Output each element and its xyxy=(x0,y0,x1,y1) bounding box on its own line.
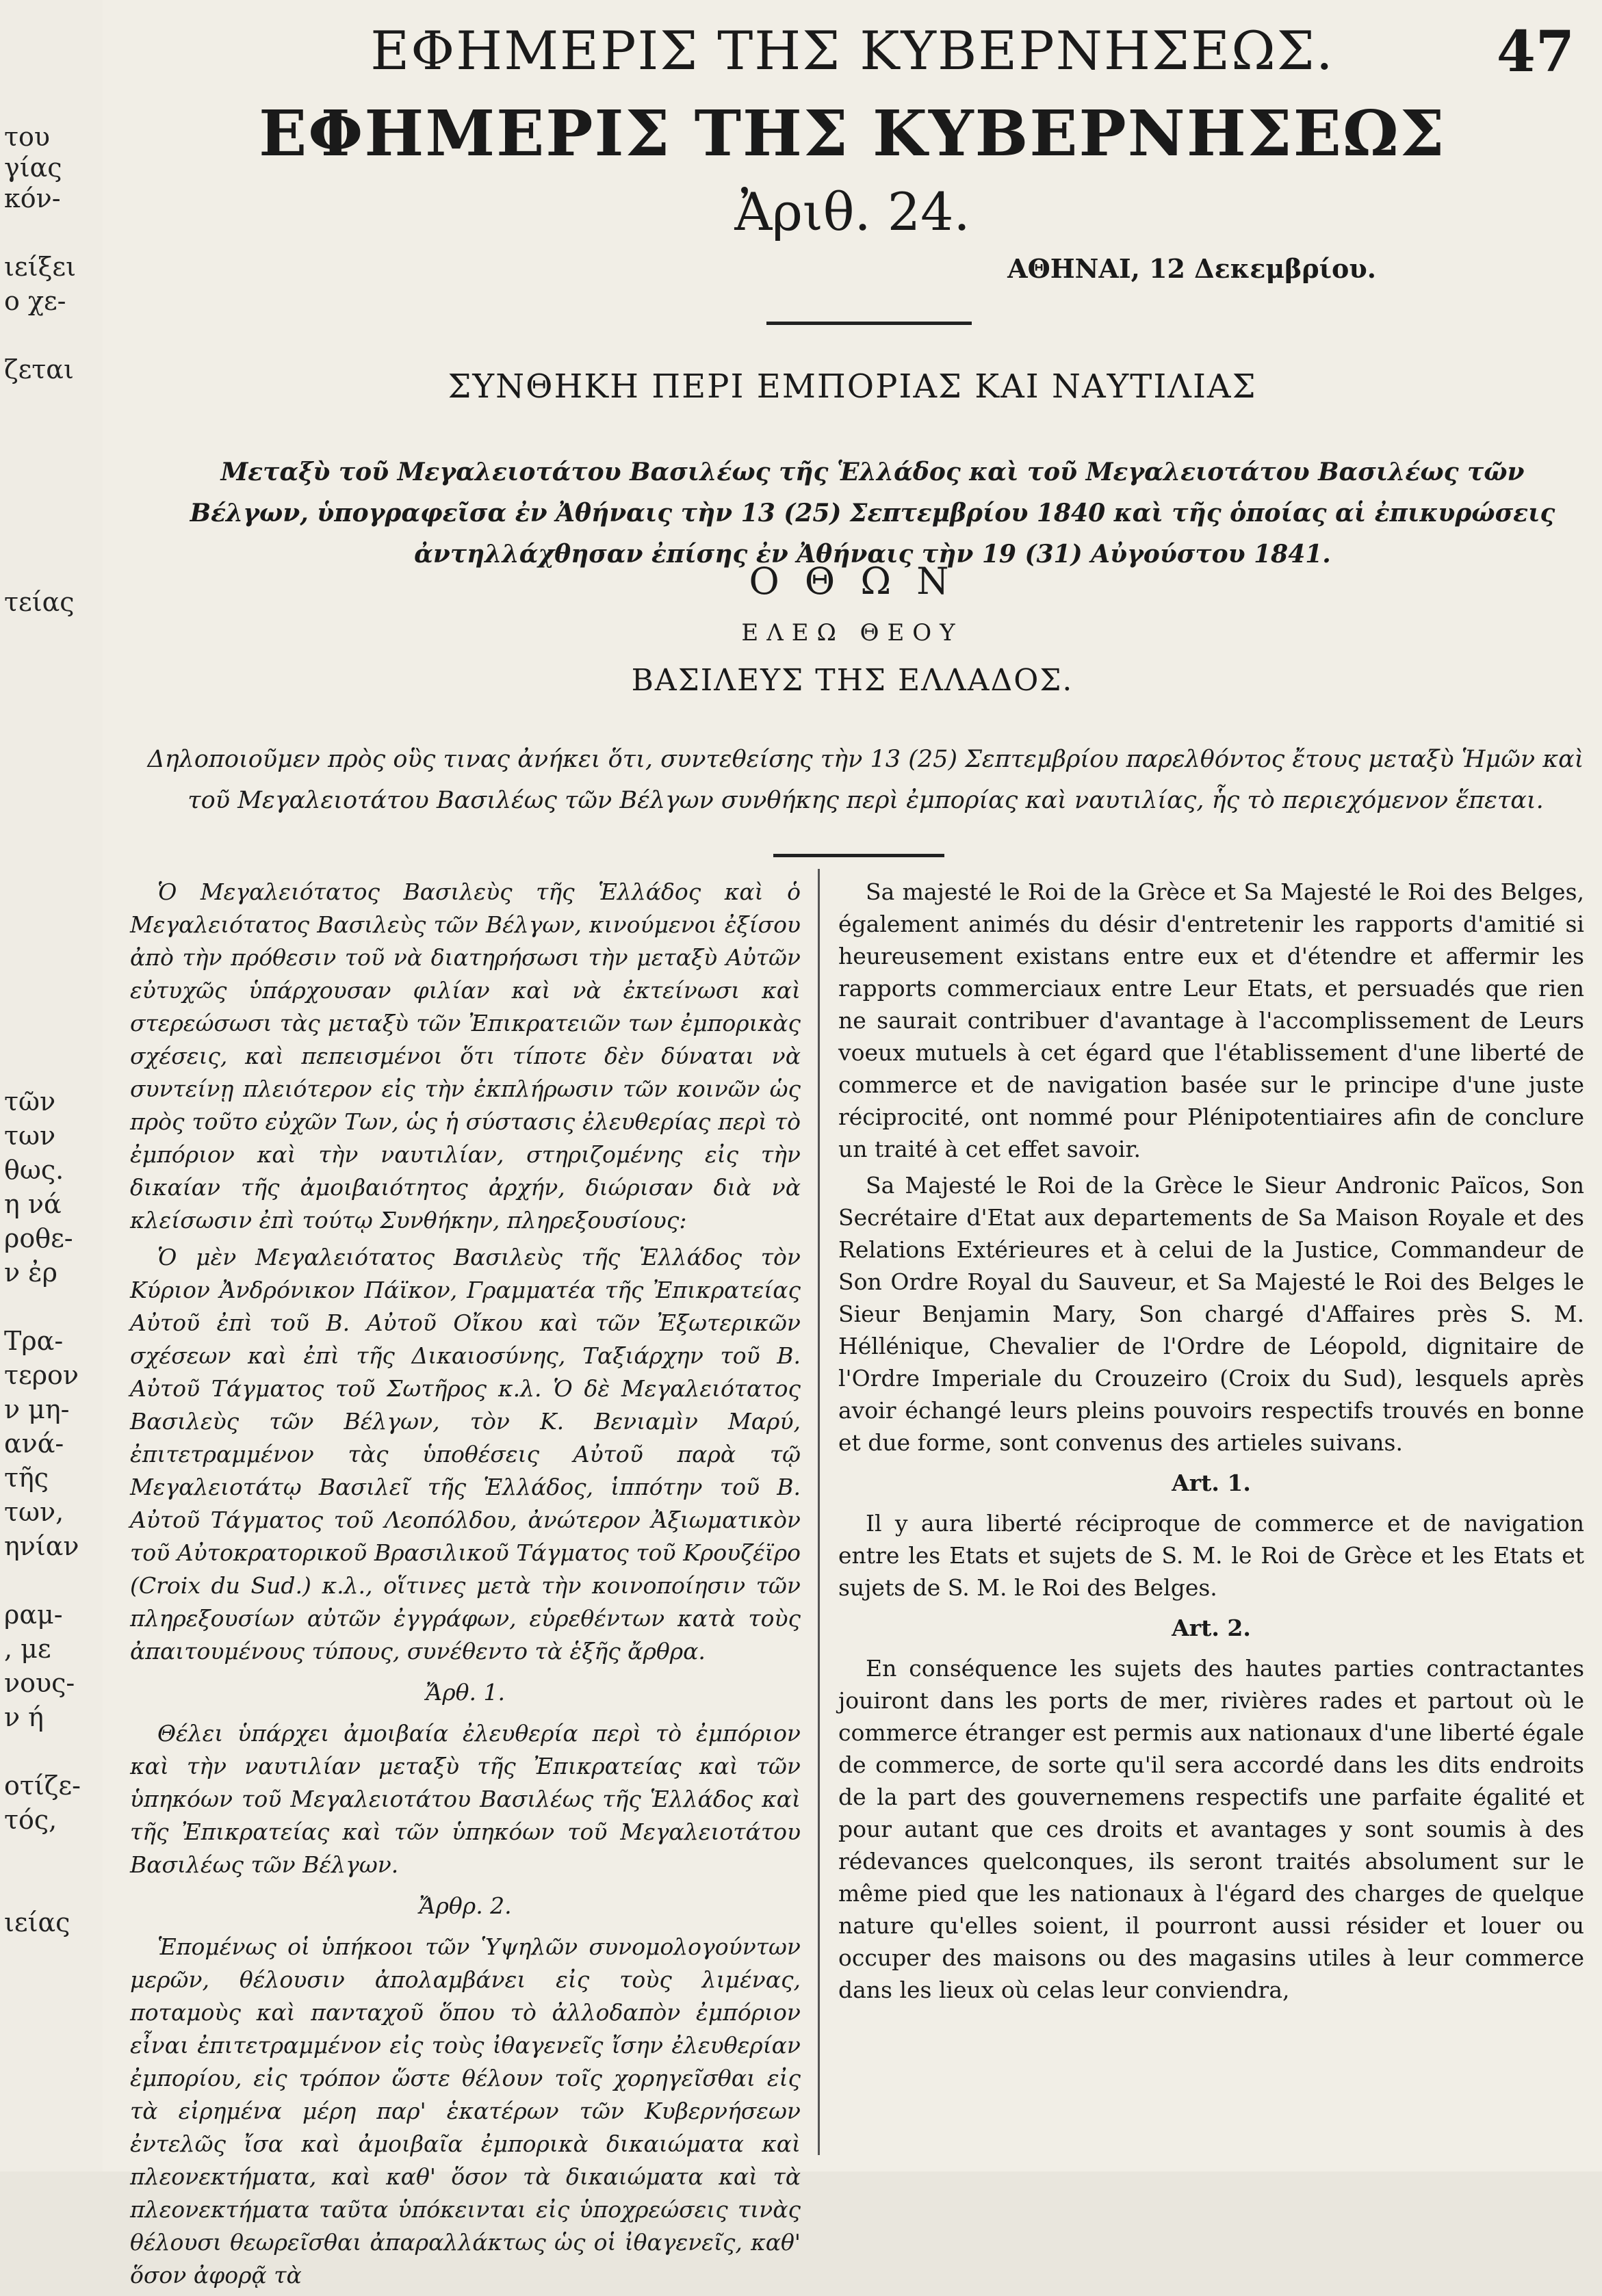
french-article-1: Il y aura liberté réciproque de commerce et de navigation entre les Etats et sujets de S. M. le Roi de Grèce et les Etats et sujets de S. M. le Roi des Belges. xyxy=(838,1510,1584,1601)
page-number: 47 xyxy=(1496,19,1575,85)
treaty-title: ΣΥΝΘΗΚΗ ΠΕΡΙ ΕΜΠΟΡΙΑΣ ΚΑΙ ΝΑΥΤΙΛΙΑΣ xyxy=(448,367,1257,406)
margin-fragment: ιείας xyxy=(4,1907,70,1938)
gazette-page xyxy=(103,0,1602,2288)
king-name: Ο Θ Ω Ν xyxy=(749,560,956,603)
french-text-column xyxy=(838,876,1584,2010)
margin-fragment: ζεται xyxy=(4,354,74,384)
margin-fragment: ο χε- xyxy=(4,286,66,316)
margin-fragment: των xyxy=(4,1121,56,1151)
margin-fragment: Τρα- xyxy=(4,1326,64,1356)
greek-preamble: Ὁ Μεγαλειότατος Βασιλεὺς τῆς Ἑλλάδος καὶ ὁ Μεγαλειότατος Βασιλεὺς τῶν Βέλγων, κινούμενοι ἐξίσου ἀπὸ τὴν πρόθεσιν τοῦ νὰ διατηρήσωσι τὴν μεταξὺ Αὐτῶν εὐτυχῶς ὑπάρχουσαν φιλίαν καὶ νὰ ἐκτείνωσι καὶ στερεώσωσι τὰς μεταξὺ τῶν Ἐπικρατειῶν των ἐμπορικὰς σχέσεις, καὶ πεπεισμένοι ὅτι τίποτε δὲν δύναται νὰ συντείνῃ πλειότερον εἰς τὴν ἐκπλήρωσιν τῶν κοινῶν ὡς πρὸς τοῦτο εὐχῶν Των, ὡς ἡ σύστασις ἐλευθερίας περὶ τὸ ἐμπόριον καὶ τὴν ναυτιλίαν, στηριζομένης εἰς τὴν δικαίαν τῆς ἀμοιβαιότητος ἀρχήν, διώρισαν διὰ νὰ κλείσωσιν ἐπὶ τούτῳ Συνθήκην, πληρεξουσίους: xyxy=(130,878,801,1234)
margin-fragment: τῆς xyxy=(4,1463,49,1493)
greek-article-1: Θέλει ὑπάρχει ἀμοιβαία ἐλευθερία περὶ τὸ ἐμπόριον καὶ τὴν ναυτιλίαν μεταξὺ τῆς Ἐπικρατείας καὶ τῶν ὑπηκόων τοῦ Μεγαλειοτάτου Βασιλέως τῆς Ἑλλάδος καὶ τῆς Ἐπικρατείας καὶ τῶν ὑπηκόων τοῦ Μεγαλειοτάτου Βασιλέως τῶν Βέλγων. xyxy=(130,1720,801,1878)
margin-fragment: ν ή xyxy=(4,1702,44,1732)
greek-article-2-heading: Ἄρθρ. 2. xyxy=(419,1892,512,1919)
margin-fragment: ροθε- xyxy=(4,1223,73,1253)
margin-fragment: , με xyxy=(4,1634,51,1664)
margin-fragment: ραμ- xyxy=(4,1600,63,1630)
margin-fragment: θως. xyxy=(4,1155,64,1185)
margin-fragment: των, xyxy=(4,1497,64,1527)
margin-fragment: ανά- xyxy=(4,1429,64,1459)
margin-fragment: οτίζε- xyxy=(4,1771,81,1801)
margin-fragment: ιείξει xyxy=(4,252,77,282)
margin-fragment: ηνίαν xyxy=(4,1531,79,1561)
margin-fragment: νους- xyxy=(4,1668,75,1698)
margin-fragment: του xyxy=(4,122,51,152)
proclamation: Δηλοποιοῦμεν πρὸς οὓς τινας ἀνήκει ὅτι, συντεθείσης τὴν 13 (25) Σεπτεμβρίου παρελθόντος ἔτους μεταξὺ Ἡμῶν καὶ τοῦ Μεγαλειοτάτου Βασιλέως τῶν Βέλγων συνθήκης περὶ ἐμπορίας καὶ ναυτιλίας, ἧς τὸ περιεχόμενον ἕπεται. xyxy=(147,746,1584,814)
divider-rule xyxy=(766,322,972,325)
french-preamble: Sa majesté le Roi de la Grèce et Sa Majesté le Roi des Belges, également animés du désir d'entretenir les rapports d'amitié si heureusement existans entre eux et d'étendre et affermir les rapports commerciaux entre Leur Etats, et persuadés que rien ne saurait contribuer d'avantage à l'accomplissement de Leurs voeux mutuels à cet égard que l'établissement d'une liberté de commerce et de navigation basée sur le principe d'une juste réciprocité, ont nommé pour Plénipotentiaires afin de conclure un traité à cet effet savoir. xyxy=(838,878,1584,1162)
running-head: ΕΦΗΜΕΡΙΣ ΤΗΣ ΚΥΒΕΡΝΗΣΕΩΣ. xyxy=(370,21,1334,82)
king-title: ΒΑΣΙΛΕΥΣ ΤΗΣ ΕΛΛΑΔΟΣ. xyxy=(631,663,1074,698)
greek-article-2: Ἑπομένως οἱ ὑπήκοοι τῶν Ὑψηλῶν συνομολογούντων μερῶν, θέλουσιν ἀπολαμβάνει εἰς τοὺς λιμένας, ποταμοὺς καὶ πανταχοῦ ὅπου τὸ ἀλλοδαπὸν ἐμπόριον εἶναι ἐπιτετραμμένον εἰς τοὺς ἰθαγενεῖς ἴσην ἐλευθερίαν ἐμπορίου, εἰς τρόπον ὥστε θέλουν τοῖς χορηγεῖσθαι εἰς τὰ εἰρημένα μέρη παρ' ἑκατέρων τῶν Κυβερνήσεων ἐντελῶς ἴσα καὶ ἀμοιβαῖα ἐμπορικὰ δικαιώματα καὶ πλεονεκτήματα, καὶ καθ' ὅσον τὰ δικαιώματα καὶ τὰ πλεονεκτήματα ταῦτα ὑπόκεινται εἰς ὑποχρεώσεις τινὰς θέλουσι θεωρεῖσθαι ἀπαραλλάκτως ὡς οἱ ἰθαγενεῖς, καθ' ὅσον ἀφορᾷ τὰ xyxy=(130,1933,801,2288)
margin-fragment: κόν- xyxy=(4,183,61,213)
margin-fragment: τερον xyxy=(4,1360,79,1390)
french-plenipotentiaries: Sa Majesté le Roi de la Grèce le Sieur Andronic Païcos, Son Secrétaire d'Etat aux departements de Sa Maison Royale et des Relations Extérieures et à celui de la Justice, Commandeur de Son Ordre Royal du Sauveur, et Sa Majesté le Roi des Belges le Sieur Benjamin Mary, Son chargé d'Affaires près S. M. Héllénique, Chevalier de l'Ordre de Léopold, dignitaire de l'Ordre Imperiale du Crouzeiro (Croix du Sud), lesquels après avoir échangé leurs pleins pouvoirs respectifs trouvés en bonne et due forme, sont convenus des artieles suivans. xyxy=(838,1172,1584,1456)
greek-plenipotentiaries: Ὁ μὲν Μεγαλειότατος Βασιλεὺς τῆς Ἑλλάδος τὸν Κύριον Ἀνδρόνικον Πάϊκον, Γραμματέα τῆς Ἐπικρατείας Αὐτοῦ ἐπὶ τοῦ Β. Αὐτοῦ Οἴκου καὶ τῶν Ἐξωτερικῶν σχέσεων καὶ ἐπὶ τῆς Δικαιοσύνης, Ταξιάρχην τοῦ Β. Αὐτοῦ Τάγματος τοῦ Σωτῆρος κ.λ. Ὁ δὲ Μεγαλειότατος Βασιλεὺς τῶν Βέλγων, τὸν Κ. Βενιαμὶν Μαρύ, ἐπιτετραμμένον τὰς ὑποθέσεις Αὐτοῦ παρὰ τῷ Μεγαλειοτάτῳ Βασιλεῖ τῆς Ἑλλάδος, ἱππότην τοῦ Β. Αὐτοῦ Τάγματος τοῦ Λεοπόλδου, ἀνώτερον Ἀξιωματικὸν τοῦ Αὐτοκρατορικοῦ Βρασιλικοῦ Τάγματος τοῦ Κρουζέϊρο (Croix du Sud.) κ.λ., οἵτινες μετὰ τὴν κοινοποίησιν τῶν πληρεξουσίων αὐτῶν ἐγγράφων, εὑρεθέντων κατὰ τοὺς ἀπαιτουμένους τύπους, συνέθεντο τὰ ἑξῆς ἄρθρα. xyxy=(130,1244,801,1665)
adjacent-page-edge xyxy=(0,0,104,2171)
french-article-2-heading: Art. 2. xyxy=(1172,1615,1251,1641)
treaty-intro: Μεταξὺ τοῦ Μεγαλειοτάτου Βασιλέως τῆς Ἑλλάδος καὶ τοῦ Μεγαλειοτάτου Βασιλέως τῶν Βέλγων, ὑπογραφεῖσα ἐν Ἀθήναις τὴν 13 (25) Σεπτεμβρίου 1840 καὶ τῆς ὁποίας αἱ ἐπικυρώσεις ἀντηλλάχθησαν ἐπίσης ἐν Ἀθήναις τὴν 19 (31) Αὐγούστου 1841. xyxy=(190,458,1555,569)
issue-number: Ἀριθ. 24. xyxy=(734,181,970,242)
margin-fragment: γίας xyxy=(4,153,62,183)
french-article-1-heading: Art. 1. xyxy=(1172,1470,1251,1496)
dateline: ΑΘΗΝΑΙ, 12 Δεκεμβρίου. xyxy=(1007,253,1376,284)
greek-text-column xyxy=(130,876,801,2296)
divider-rule xyxy=(773,854,944,857)
margin-fragment: ν ἐρ xyxy=(4,1257,57,1288)
french-article-2: En conséquence les sujets des hautes parties contractantes jouiront dans les ports de mer, rivières rades et partout où le commerce étranger est permis aux nationaux d'une liberté égale de commerce, de sorte qu'il sera accordé dans les dits endroits de la part des gouvernemens respectifs une parfaite égalité et pour autant que ces droits et avantages y sont soumis à des rédevances quelconques, ils seront traités absolument sur le même pied que les nationaux à l'égard des charges de quelque nature qu'elles soient, il pourront aussi résider et louer ou occuper des maisons ou des magasins utiles à leur commerce dans les lieux où celas leur conviendra, xyxy=(838,1655,1584,2003)
margin-fragment: τείας xyxy=(4,587,75,617)
king-grace: ΕΛΕΩ ΘΕΟΥ xyxy=(741,619,964,647)
masthead: ΕΦΗΜΕΡΙΣ ΤΗΣ ΚΥΒΕΡΝΗΣΕΩΣ xyxy=(259,96,1446,170)
greek-article-1-heading: Ἄρθ. 1. xyxy=(426,1679,505,1706)
margin-fragment: τός, xyxy=(4,1805,57,1835)
margin-fragment: ν μη- xyxy=(4,1394,70,1424)
margin-fragment: η νά xyxy=(4,1189,62,1219)
column-divider xyxy=(818,869,820,2155)
margin-fragment: τῶν xyxy=(4,1086,56,1117)
